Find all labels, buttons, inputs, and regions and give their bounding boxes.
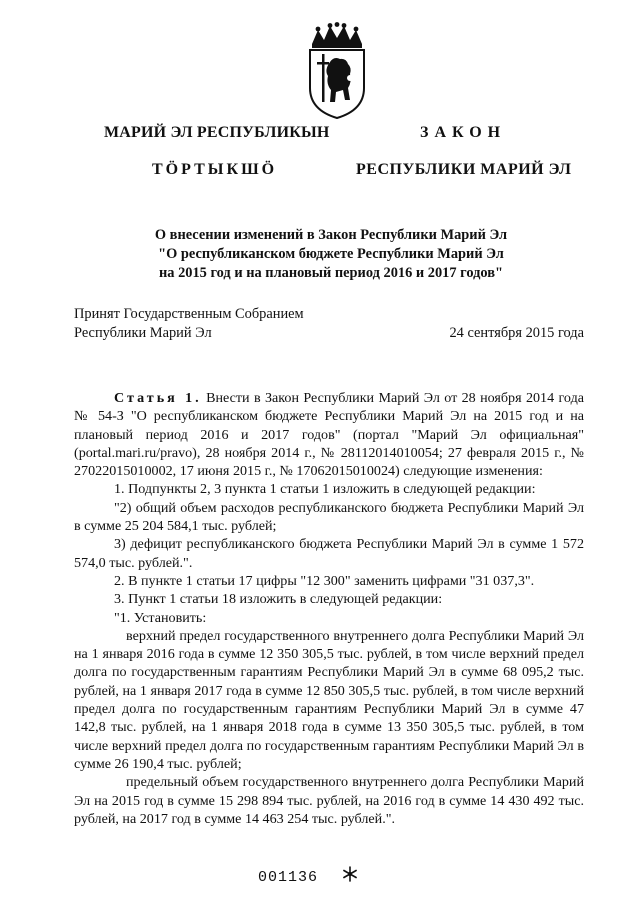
paragraph-1: 1. Подпункты 2, 3 пункта 1 статьи 1 изложить в следующей редакции: [114,481,536,498]
adoption-block [74,305,584,343]
coat-of-arms-emblem [300,22,374,120]
paragraph-7: верхний предел государственного внутреннего долга Республики Марий Эл на 1 января 2016 года в сумме 12 350 305,5 тыс. рублей, в том числе верхний предел долга по государственным гарантиям Республики Марий Эл в сумме 68 095,2 тыс. рублей, на 1 января 2017 года в сумме 12 850 305,5 тыс. рублей, в том числе верхний предел долга по государственным гарантиям Республики Марий Эл в сумме 47 142,8 тыс. рублей, на 1 января 2018 года в сумме 13 350 305,5 тыс. рублей, в том числе верхний предел долга по государственным гарантиям Республики Марий Эл в сумме 26 190,4 тыс. рублей; [74,627,584,772]
article-1-paragraph [74,389,584,480]
header-left-line1: МАРИЙ ЭЛ РЕСПУБЛИКЫН [104,124,330,141]
law-title [80,226,582,283]
paragraph-2: "2) общий объем расходов республиканского бюджета Республики Марий Эл в сумме 25 204 584,1 тыс. рублей; [74,499,584,535]
serial-number: 001136 [258,869,319,886]
law-title-line2: "О республиканском бюджете Республики Марий Эл [158,246,504,262]
paragraph-3: 3) дефицит республиканского бюджета Республики Марий Эл в сумме 1 572 574,0 тыс. рублей.". [74,536,584,571]
paragraph-5: 3. Пункт 1 статьи 18 изложить в следующей редакции: [114,591,443,608]
adopted-by-line2: Республики Марий Эл [74,325,212,341]
header-left-line2: ТӦРТЫКШӦ [152,161,278,178]
article-text: Внести в Закон Республики Марий Эл от 28 ноября 2014 года № 54-З "О республиканском бюджете Республики Марий Эл на 2015 год и на плановый период 2016 и 2017 годов" (портал "Марий Эл официальная" (portal.mari.ru/pravo), 28 ноября 2014 г., № 28112014010054; 27 февраля 2015 г., № 27022015010002, 17 июня 2015 г., № 17062015010024) следующие изменения: [74,390,585,480]
header-right-line1: ЗАКОН [420,124,507,141]
adoption-date: 24 сентября 2015 года [449,325,584,341]
paragraph-6: "1. Установить: [114,609,207,626]
law-title-line3: на 2015 год и на плановый период 2016 и 2017 годов" [159,265,503,281]
paragraph-4: 2. В пункте 1 статьи 17 цифры "12 300" заменить цифрами "31 037,3". [114,572,535,589]
header-right-line2: РЕСПУБЛИКИ МАРИЙ ЭЛ [356,161,572,178]
law-title-line1: О внесении изменений в Закон Республики Марий Эл [154,227,508,243]
article-label: Статья 1. [114,390,202,406]
snowflake-icon [342,866,358,882]
law-body [74,389,584,828]
adopted-by-line1: Принят Государственным Собранием [74,306,304,322]
paragraph-8: предельный объем государственного внутреннего долга Республики Марий Эл на 2015 год в сумме 15 298 894 тыс. рублей, на 2016 год в сумме 14 430 492 тыс. рублей, на 2017 год в сумме 14 463 254 тыс. рублей.". [74,774,584,827]
